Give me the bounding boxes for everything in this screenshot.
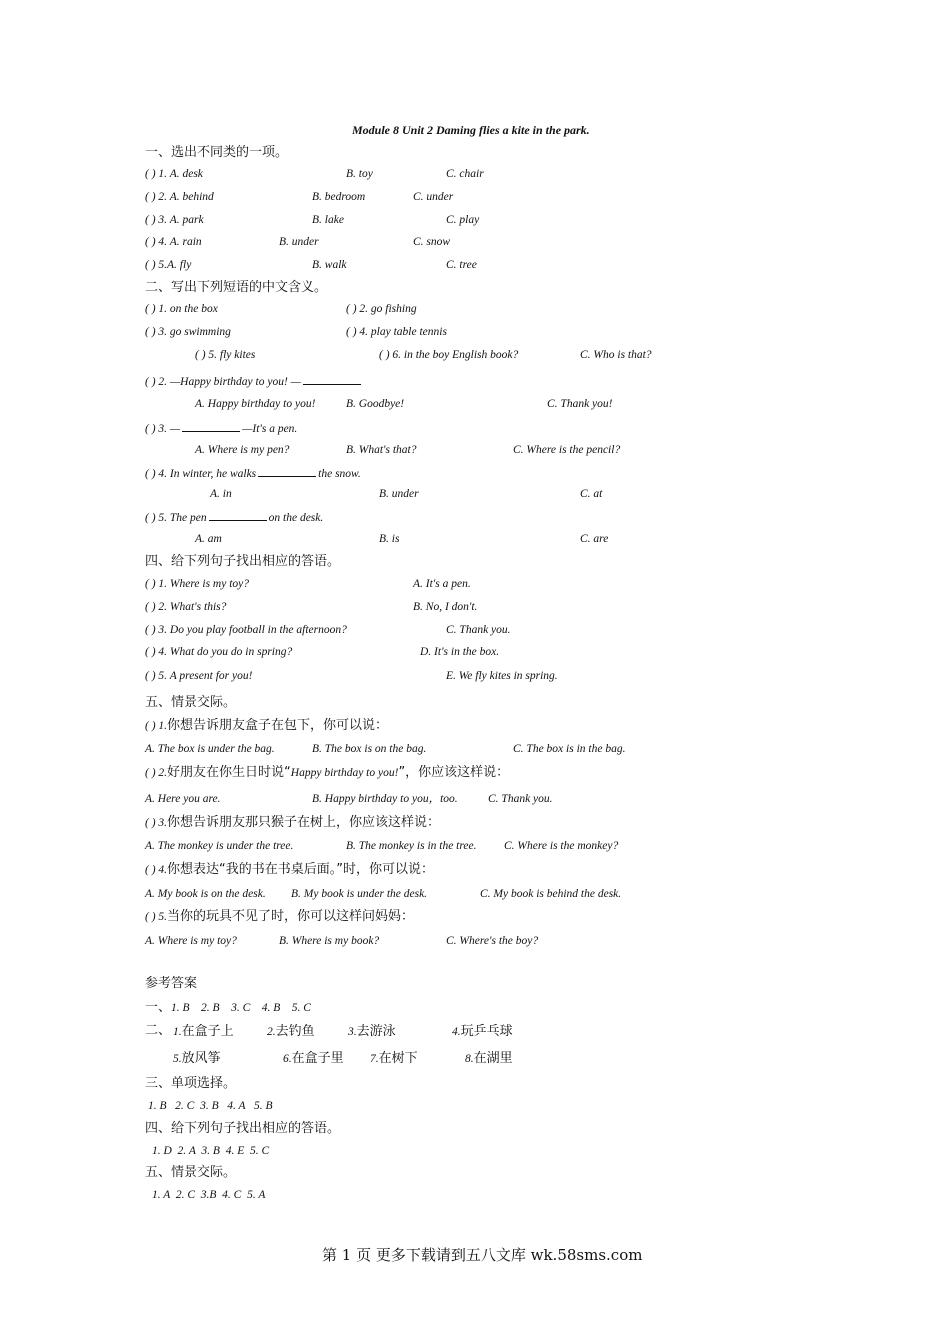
answers-heading: 参考答案 bbox=[145, 976, 198, 991]
answers-2-num: 5. bbox=[173, 1053, 182, 1065]
s3-q3-c: C. Where is the pencil? bbox=[513, 444, 621, 456]
s2-q3: ( ) 3. go swimming bbox=[145, 326, 231, 338]
answers-2-item bbox=[348, 1024, 396, 1039]
s4-a3: C. Thank you. bbox=[446, 624, 511, 636]
s1-q5-b: B. walk bbox=[312, 259, 347, 271]
answer-blank[interactable] bbox=[182, 420, 240, 432]
s1-q4-c: C. snow bbox=[413, 236, 451, 248]
s5-q5-text: 当你的玩具不见了时，你可以这样问妈妈： bbox=[167, 909, 415, 924]
answers-2-text: 在湖里 bbox=[473, 1051, 513, 1066]
s3-q2 bbox=[145, 373, 363, 389]
s5-q5-bracket: ( ) 5. bbox=[145, 911, 168, 923]
s5-q2-b: B. Happy birthday to you，too. bbox=[312, 793, 458, 805]
answers-2-num: 1. bbox=[173, 1026, 182, 1038]
answers-1-label: 一、 bbox=[145, 1000, 172, 1015]
s3-q5-b: B. is bbox=[379, 533, 400, 545]
s5-q3-b: B. The monkey is in the tree. bbox=[346, 840, 477, 852]
s5-q2-a: A. Here you are. bbox=[145, 793, 221, 805]
s1-q5-c: C. tree bbox=[446, 259, 477, 271]
s2-q6-c: C. Who is that? bbox=[580, 349, 652, 361]
s3-q4 bbox=[145, 465, 361, 481]
s1-q3: ( ) 3. A. park bbox=[145, 214, 204, 226]
s5-q1-text: 你想告诉朋友盒子在包下，你可以说： bbox=[167, 718, 389, 733]
answers-2-text: 在树下 bbox=[378, 1051, 418, 1066]
s5-q1-a: A. The box is under the bag. bbox=[145, 743, 275, 755]
answers-2-num: 3. bbox=[348, 1026, 357, 1038]
s3-q3-b: B. What's that? bbox=[346, 444, 417, 456]
s3-q2-c: C. Thank you! bbox=[547, 398, 613, 410]
answers-3-values: 1. B 2. C 3. B 4. A 5. B bbox=[148, 1100, 273, 1112]
s2-q5: ( ) 5. fly kites bbox=[195, 349, 256, 361]
s5-q3-c: C. Where is the monkey? bbox=[504, 840, 619, 852]
answer-blank[interactable] bbox=[258, 465, 316, 477]
answers-2-item bbox=[283, 1051, 344, 1066]
answers-2-num: 8. bbox=[465, 1053, 474, 1065]
s4-q5: ( ) 5. A present for you! bbox=[145, 670, 253, 682]
s1-q4-b: B. under bbox=[279, 236, 319, 248]
s3-q4-post: the snow. bbox=[318, 468, 361, 480]
s3-q4-a: A. in bbox=[210, 488, 232, 500]
s3-q4-pre: ( ) 4. In winter, he walks bbox=[145, 468, 257, 480]
s1-q3-b: B. lake bbox=[312, 214, 344, 226]
s4-q4: ( ) 4. What do you do in spring? bbox=[145, 646, 293, 658]
s4-q1: ( ) 1. Where is my toy? bbox=[145, 578, 249, 590]
s2-q4: ( ) 4. play table tennis bbox=[346, 326, 447, 338]
answers-4-values: 1. D 2. A 3. B 4. E 5. C bbox=[152, 1145, 270, 1157]
answers-4-heading: 四、给下列句子找出相应的答语。 bbox=[145, 1121, 341, 1136]
answers-2-text: 在盒子上 bbox=[181, 1024, 234, 1039]
answers-2-item bbox=[267, 1024, 315, 1039]
s5-q4-bracket: ( ) 4. bbox=[145, 864, 168, 876]
s5-q3-a: A. The monkey is under the tree. bbox=[145, 840, 294, 852]
s4-a2: B. No, I don't. bbox=[413, 601, 478, 613]
section-1-heading: 一、选出不同类的一项。 bbox=[145, 145, 289, 160]
s1-q5: ( ) 5.A. fly bbox=[145, 259, 192, 271]
s3-q4-b: B. under bbox=[379, 488, 419, 500]
s1-q2-c: C. under bbox=[413, 191, 454, 203]
s3-q2-text: ( ) 2. —Happy birthday to you! — bbox=[145, 376, 301, 388]
s3-q3-post: —It's a pen. bbox=[242, 423, 298, 435]
answers-2-item bbox=[370, 1051, 418, 1066]
s5-q4-c: C. My book is behind the desk. bbox=[480, 888, 622, 900]
s5-q5-c: C. Where's the boy? bbox=[446, 935, 539, 947]
s2-q1: ( ) 1. on the box bbox=[145, 303, 218, 315]
s5-q1-bracket: ( ) 1. bbox=[145, 720, 168, 732]
s3-q3-pre: ( ) 3. — bbox=[145, 423, 181, 435]
s3-q2-a: A. Happy birthday to you! bbox=[195, 398, 316, 410]
s1-q3-c: C. play bbox=[446, 214, 480, 226]
s4-a1: A. It's a pen. bbox=[413, 578, 471, 590]
answers-1-values: 1. B 2. B 3. C 4. B 5. C bbox=[171, 1002, 311, 1014]
answers-2-num: 7. bbox=[370, 1053, 379, 1065]
s5-q2-c: C. Thank you. bbox=[488, 793, 553, 805]
s5-q4-text: 你想表达“我的书在书桌后面。”时，你可以说： bbox=[167, 862, 435, 877]
s2-q6: ( ) 6. in the boy English book? bbox=[379, 349, 519, 361]
s3-q4-c: C. at bbox=[580, 488, 603, 500]
s4-a5: E. We fly kites in spring. bbox=[446, 670, 558, 682]
answer-blank[interactable] bbox=[209, 509, 267, 521]
answers-2-item bbox=[452, 1024, 513, 1039]
answers-1 bbox=[145, 1000, 311, 1015]
s5-q1-b: B. The box is on the bag. bbox=[312, 743, 427, 755]
s1-q1-b: B. toy bbox=[346, 168, 373, 180]
answers-2-text: 玩乒乓球 bbox=[460, 1024, 513, 1039]
answers-3-heading: 三、单项选择。 bbox=[145, 1076, 237, 1091]
s1-q2-b: B. bedroom bbox=[312, 191, 366, 203]
answers-2-text: 去游泳 bbox=[356, 1024, 396, 1039]
section-2-heading: 二、写出下列短语的中文含义。 bbox=[145, 280, 328, 295]
s4-q3: ( ) 3. Do you play football in the afternoon? bbox=[145, 624, 347, 636]
answers-2-item bbox=[173, 1024, 234, 1039]
s5-q4-b: B. My book is under the desk. bbox=[291, 888, 428, 900]
page-title: Module 8 Unit 2 Daming flies a kite in the park. bbox=[352, 123, 590, 137]
s1-q4: ( ) 4. A. rain bbox=[145, 236, 202, 248]
answer-blank[interactable] bbox=[303, 373, 361, 385]
answers-5-heading: 五、情景交际。 bbox=[145, 1165, 237, 1180]
s3-q3-a: A. Where is my pen? bbox=[195, 444, 290, 456]
s5-q3-text: 你想告诉朋友那只猴子在树上，你应该这样说： bbox=[167, 815, 441, 830]
s3-q5-a: A. am bbox=[195, 533, 222, 545]
s1-q2: ( ) 2. A. behind bbox=[145, 191, 214, 203]
s3-q5-c: C. are bbox=[580, 533, 609, 545]
s5-q5-a: A. Where is my toy? bbox=[145, 935, 237, 947]
answers-2-text: 在盒子里 bbox=[291, 1051, 344, 1066]
s4-a4: D. It's in the box. bbox=[420, 646, 500, 658]
answers-5-values: 1. A 2. C 3.B 4. C 5. A bbox=[152, 1189, 266, 1201]
s3-q5-pre: ( ) 5. The pen bbox=[145, 512, 207, 524]
section-4-heading: 四、给下列句子找出相应的答语。 bbox=[145, 554, 341, 569]
answers-2-label: 二、 bbox=[145, 1023, 172, 1038]
s4-q2: ( ) 2. What's this? bbox=[145, 601, 227, 613]
answers-2-num: 6. bbox=[283, 1053, 292, 1065]
s5-q5-b: B. Where is my book? bbox=[279, 935, 380, 947]
s5-q1-c: C. The box is in the bag. bbox=[513, 743, 626, 755]
s3-q5 bbox=[145, 509, 323, 525]
s5-q2-bracket: ( ) 2. bbox=[145, 767, 168, 779]
answers-2-item bbox=[465, 1051, 513, 1066]
s3-q2-b: B. Goodbye! bbox=[346, 398, 405, 410]
s5-q5 bbox=[145, 909, 414, 924]
s2-q2: ( ) 2. go fishing bbox=[346, 303, 417, 315]
s5-q2-text-1: 好朋友在你生日时说“ bbox=[167, 765, 291, 780]
s5-q4 bbox=[145, 862, 434, 877]
s5-q1 bbox=[145, 718, 388, 733]
s5-q2-text-2: ”，你应该这样说： bbox=[398, 765, 510, 780]
s5-q2 bbox=[145, 765, 509, 780]
answers-2-num: 2. bbox=[267, 1026, 276, 1038]
s1-q1: ( ) 1. A. desk bbox=[145, 168, 203, 180]
answers-2-text: 放风筝 bbox=[181, 1051, 221, 1066]
answers-2-text: 去钓鱼 bbox=[275, 1024, 315, 1039]
s3-q5-post: on the desk. bbox=[268, 512, 324, 524]
page-footer: 第 1 页 更多下载请到五八文库 wk.58sms.com bbox=[322, 1246, 643, 1264]
s5-q2-quote: Happy birthday to you! bbox=[290, 767, 399, 779]
s1-q1-c: C. chair bbox=[446, 168, 484, 180]
section-5-heading: 五、情景交际。 bbox=[145, 695, 237, 710]
s3-q3 bbox=[145, 420, 297, 436]
answers-2-item bbox=[173, 1051, 221, 1066]
answers-2-num: 4. bbox=[452, 1026, 461, 1038]
s5-q3 bbox=[145, 815, 440, 830]
s5-q4-a: A. My book is on the desk. bbox=[145, 888, 266, 900]
s5-q3-bracket: ( ) 3. bbox=[145, 817, 168, 829]
